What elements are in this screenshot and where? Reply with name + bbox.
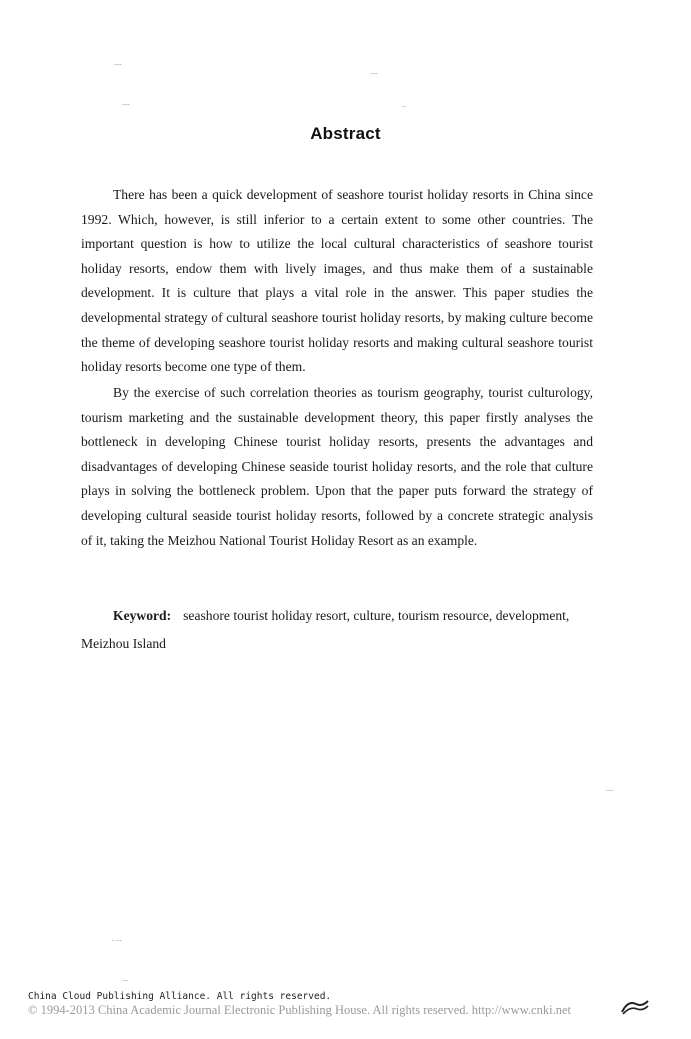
scan-speck: ... [122,976,128,983]
scan-speck: . ... [112,936,122,943]
footer-copyright: © 1994-2013 China Academic Journal Electronic Publishing House. All rights reserved. http://www.cnki.net [28,1003,571,1017]
abstract-paragraph-1: There has been a quick development of seashore tourist holiday resorts in China since 1992. Which, however, is still inferior to a certain extent to some other countries. The important question is how to utilize the local cultural characteristics of seashore tourist holiday resorts, endow them with lively images, and thus make them of a sustainable development. It is culture that plays a vital role in the answer. This paper studies the developmental strategy of cultural seashore tourist holiday resorts, by making culture become the theme of developing seashore tourist holiday resorts and making cultural seashore tourist holiday resorts become one type of them. [81,187,593,375]
scan-speck: .... [370,69,378,76]
scan-speck: .... [606,786,614,793]
cnki-logo-icon [620,998,650,1016]
footer-alliance-notice: China Cloud Publishing Alliance. All rights reserved. [28,991,332,1002]
keywords-text: seashore tourist holiday resort, culture, tourism resource, development, Meizhou Island [81,608,570,651]
abstract-title: Abstract [310,124,381,143]
abstract-paragraph-2: By the exercise of such correlation theories as tourism geography, tourist culturology, tourism marketing and the sustainable development theory, this paper firstly analyses the bottleneck in developing Chinese tourist holiday resorts, presents the advantages and disadvantages of developing Chinese seaside tourist holiday resorts, and the role that culture plays in solving the bottleneck problem. Upon that the paper puts forward the strategy of developing cultural seaside tourist holiday resorts, followed by a concrete strategic analysis of it, taking the Meizhou National Tourist Holiday Resort as an example. [81,385,593,548]
scan-speck: .... [114,60,122,67]
scan-speck: .. [402,102,406,109]
scan-speck: .... [122,100,130,107]
keywords-label: Keyword: [113,608,172,623]
keywords-line [81,602,593,658]
